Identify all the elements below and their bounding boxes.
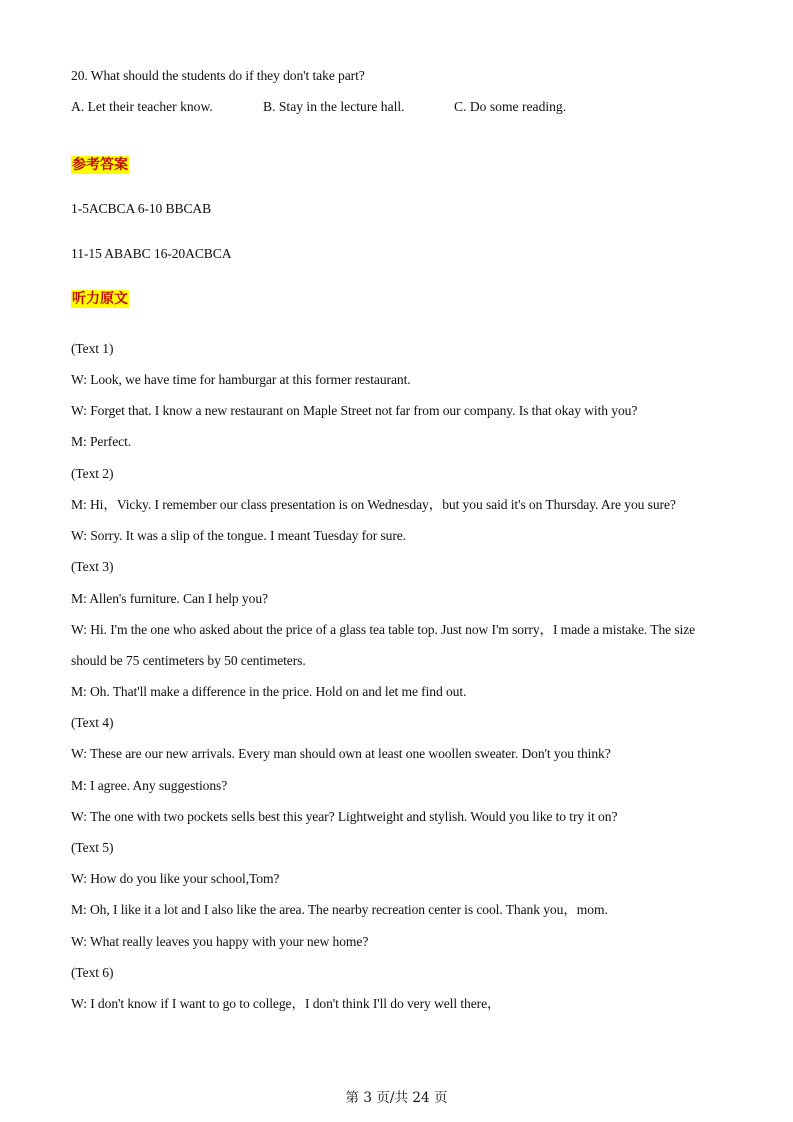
transcript-line: M: Hi，Vicky. I remember our class presentation is on Wednesday，but you said it's on Thursday. Are you sure? — [71, 497, 676, 512]
answers-line-1: 1-5ACBCA 6-10 BBCAB — [71, 201, 212, 216]
transcript-line: (Text 6) — [71, 965, 114, 980]
transcript-line: (Text 2) — [71, 466, 114, 481]
question-20-stem: 20. What should the students do if they don't take part? — [71, 68, 365, 83]
transcript-line: should be 75 centimeters by 50 centimeters. — [71, 653, 306, 668]
transcript-line: W: How do you like your school,Tom? — [71, 871, 280, 886]
transcript-line: W: Look, we have time for hamburgar at this former restaurant. — [71, 372, 411, 387]
option-a: A. Let their teacher know. — [71, 99, 213, 114]
transcript-line: M: Allen's furniture. Can I help you? — [71, 591, 268, 606]
transcript-line: (Text 5) — [71, 840, 114, 855]
transcript-line: (Text 3) — [71, 559, 114, 574]
transcript-heading: 听力原文 — [72, 291, 128, 307]
transcript-line: W: These are our new arrivals. Every man should own at least one woollen sweater. Don't you think? — [71, 746, 611, 761]
transcript-line: W: I don't know if I want to go to college，I don't think I'll do very well there， — [71, 996, 501, 1011]
transcript-line: (Text 4) — [71, 715, 114, 730]
answers-line-2: 11-15 ABABC 16-20ACBCA — [71, 246, 232, 261]
page-number-footer: 第 3 页/共 24 页 — [345, 1090, 448, 1106]
transcript-line: M: Oh, I like it a lot and I also like the area. The nearby recreation center is cool. Thank you，mom. — [71, 902, 608, 917]
transcript-line: (Text 1) — [71, 341, 114, 356]
transcript-line: W: Forget that. I know a new restaurant on Maple Street not far from our company. Is that okay with you? — [71, 403, 638, 418]
option-c: C. Do some reading. — [454, 99, 567, 114]
option-b: B. Stay in the lecture hall. — [263, 99, 405, 114]
transcript-line: M: Oh. That'll make a difference in the price. Hold on and let me find out. — [71, 684, 467, 699]
transcript-line: W: What really leaves you happy with your new home? — [71, 934, 369, 949]
transcript-line: W: Hi. I'm the one who asked about the price of a glass tea table top. Just now I'm sorry，I made a mistake. The size — [71, 622, 696, 637]
transcript-line: W: The one with two pockets sells best this year? Lightweight and stylish. Would you like to try it on? — [71, 809, 618, 824]
transcript-line: W: Sorry. It was a slip of the tongue. I meant Tuesday for sure. — [71, 528, 407, 543]
answers-heading: 参考答案 — [72, 157, 128, 173]
transcript-line: M: Perfect. — [71, 434, 132, 449]
question-20-options — [71, 98, 671, 116]
transcript-line: M: I agree. Any suggestions? — [71, 778, 228, 793]
